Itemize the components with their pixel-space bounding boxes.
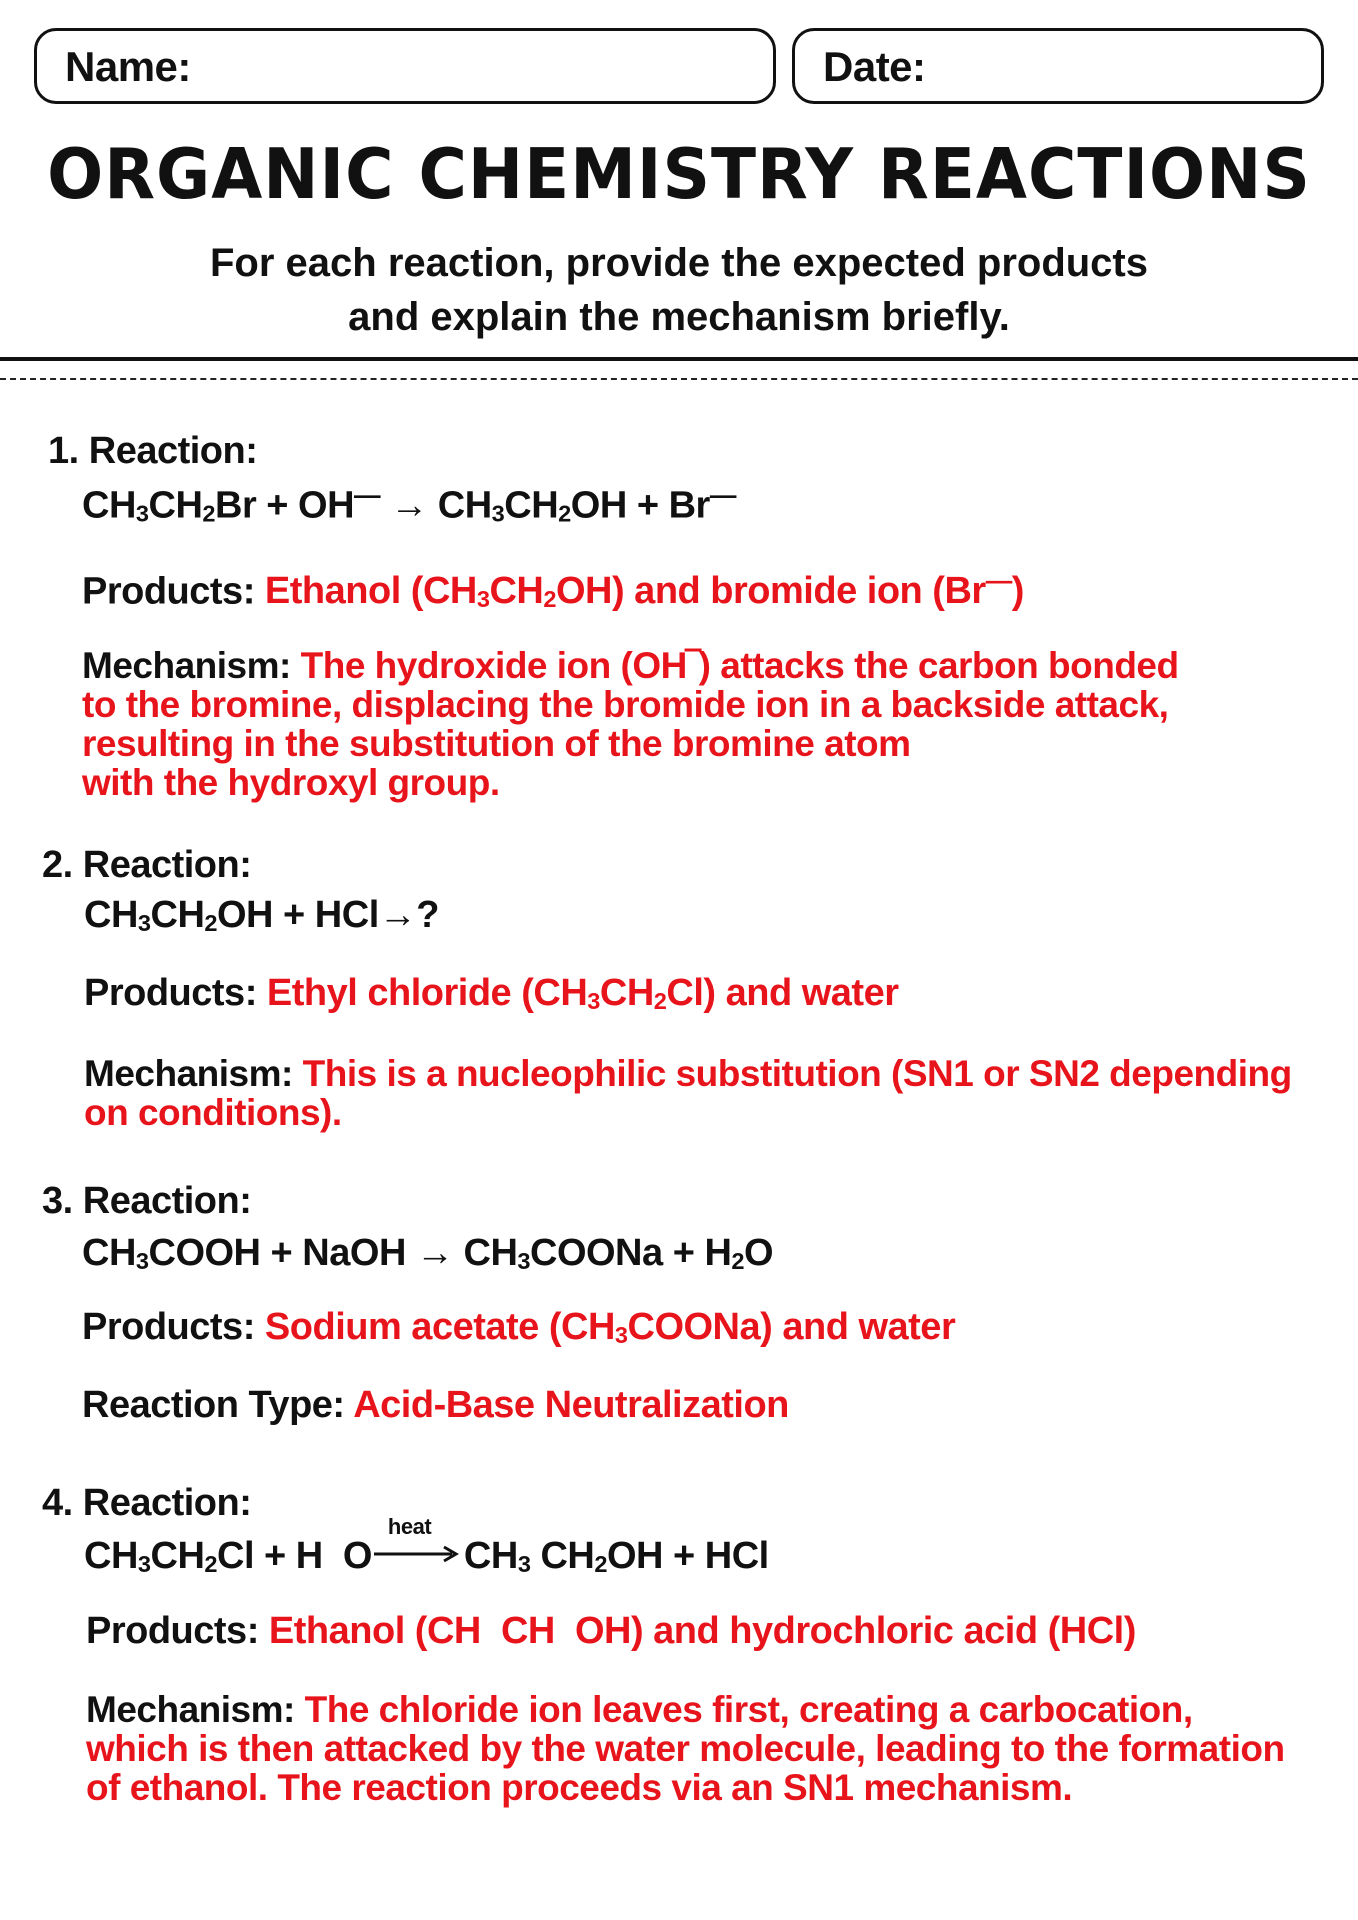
- q4-mechanism: Mechanism: The chloride ion leaves first, creating a carbocation, which is then attacked by the water molecule, leading to the formation of ethanol. The reaction proceeds via an SN1 mechanism.: [86, 1689, 1285, 1808]
- q3-products-label: Products:: [82, 1306, 255, 1348]
- divider-dashed: [0, 378, 1358, 380]
- q4-heading: 4. Reaction:: [42, 1482, 252, 1524]
- instructions-line-1: For each reaction, provide the expected products: [209, 241, 1148, 285]
- q1-products: [82, 566, 1024, 614]
- q4-mechanism-label: Mechanism:: [86, 1689, 295, 1730]
- q3-type-answer: Acid-Base Neutralization: [353, 1384, 789, 1426]
- q1-equation: $CH_3CH_2Br + OH^— \to CH_3CH_2OH + Br^—$: [82, 480, 736, 527]
- q2-products-label: Products:: [84, 972, 257, 1014]
- date-label: Date:: [823, 43, 926, 90]
- divider-solid: [0, 357, 1358, 361]
- q2-mechanism: Mechanism: This is a nucleophilic substitution (SN1 or SN2 depending on conditions).: [84, 1053, 1292, 1133]
- q4-products: [86, 1610, 1136, 1653]
- q3-products: [82, 1306, 955, 1349]
- instructions: [0, 236, 1358, 344]
- q4-products-label: Products:: [86, 1610, 259, 1652]
- q3-reaction-type: [82, 1384, 789, 1427]
- date-field[interactable]: [792, 28, 1324, 104]
- q1-products-label: Products:: [82, 570, 255, 613]
- page-title: ORGANIC CHEMISTRY REACTIONS: [47, 134, 1311, 215]
- q2-products-answer: Ethyl chloride $(CH_3CH_2Cl)$ and water: [266, 972, 899, 1015]
- name-field[interactable]: [34, 28, 776, 104]
- q2-mechanism-label: Mechanism:: [84, 1053, 293, 1094]
- q1-mechanism-label: Mechanism:: [82, 645, 291, 686]
- name-label: Name:: [65, 43, 191, 90]
- q2-equation: $CH_3CH_2OH + HCl\to$?: [84, 894, 439, 937]
- q4-equation: $CH_3CH_2Cl + H$ O heat $CH_3$ $CH_2OH$ + HCl: [84, 1514, 769, 1578]
- arrow-icon: [372, 1544, 462, 1564]
- q1-products-answer: Ethanol $(CH_3CH_2OH)$ and bromide ion (Br—): [264, 566, 1024, 613]
- q3-type-label: Reaction Type:: [82, 1384, 345, 1426]
- q1-mechanism: Mechanism: The hydroxide ion (OH‾) attacks the carbon bonded to the bromine, displacing the bromide ion in a backside attack, resulting in the substitution of the bromine atom with the hydroxyl group.: [82, 645, 1179, 803]
- instructions-line-2: and explain the mechanism briefly.: [348, 295, 1010, 339]
- q2-products: [84, 972, 899, 1015]
- q3-products-answer: Sodium acetate $(CH_3COONa)$ and water: [264, 1306, 956, 1349]
- q3-heading: 3. Reaction:: [42, 1180, 252, 1222]
- q1-heading: 1. Reaction:: [48, 430, 258, 472]
- q4-products-answer: Ethanol (CH CH OH) and hydrochloric acid (HCl): [268, 1610, 1136, 1652]
- heat-label: heat: [387, 1514, 432, 1539]
- q3-equation: $CH_3COOH$ + NaOH → $CH_3COONa + H_2O$: [82, 1232, 774, 1275]
- q2-heading: 2. Reaction:: [42, 844, 252, 886]
- heat-arrow: [372, 1514, 464, 1574]
